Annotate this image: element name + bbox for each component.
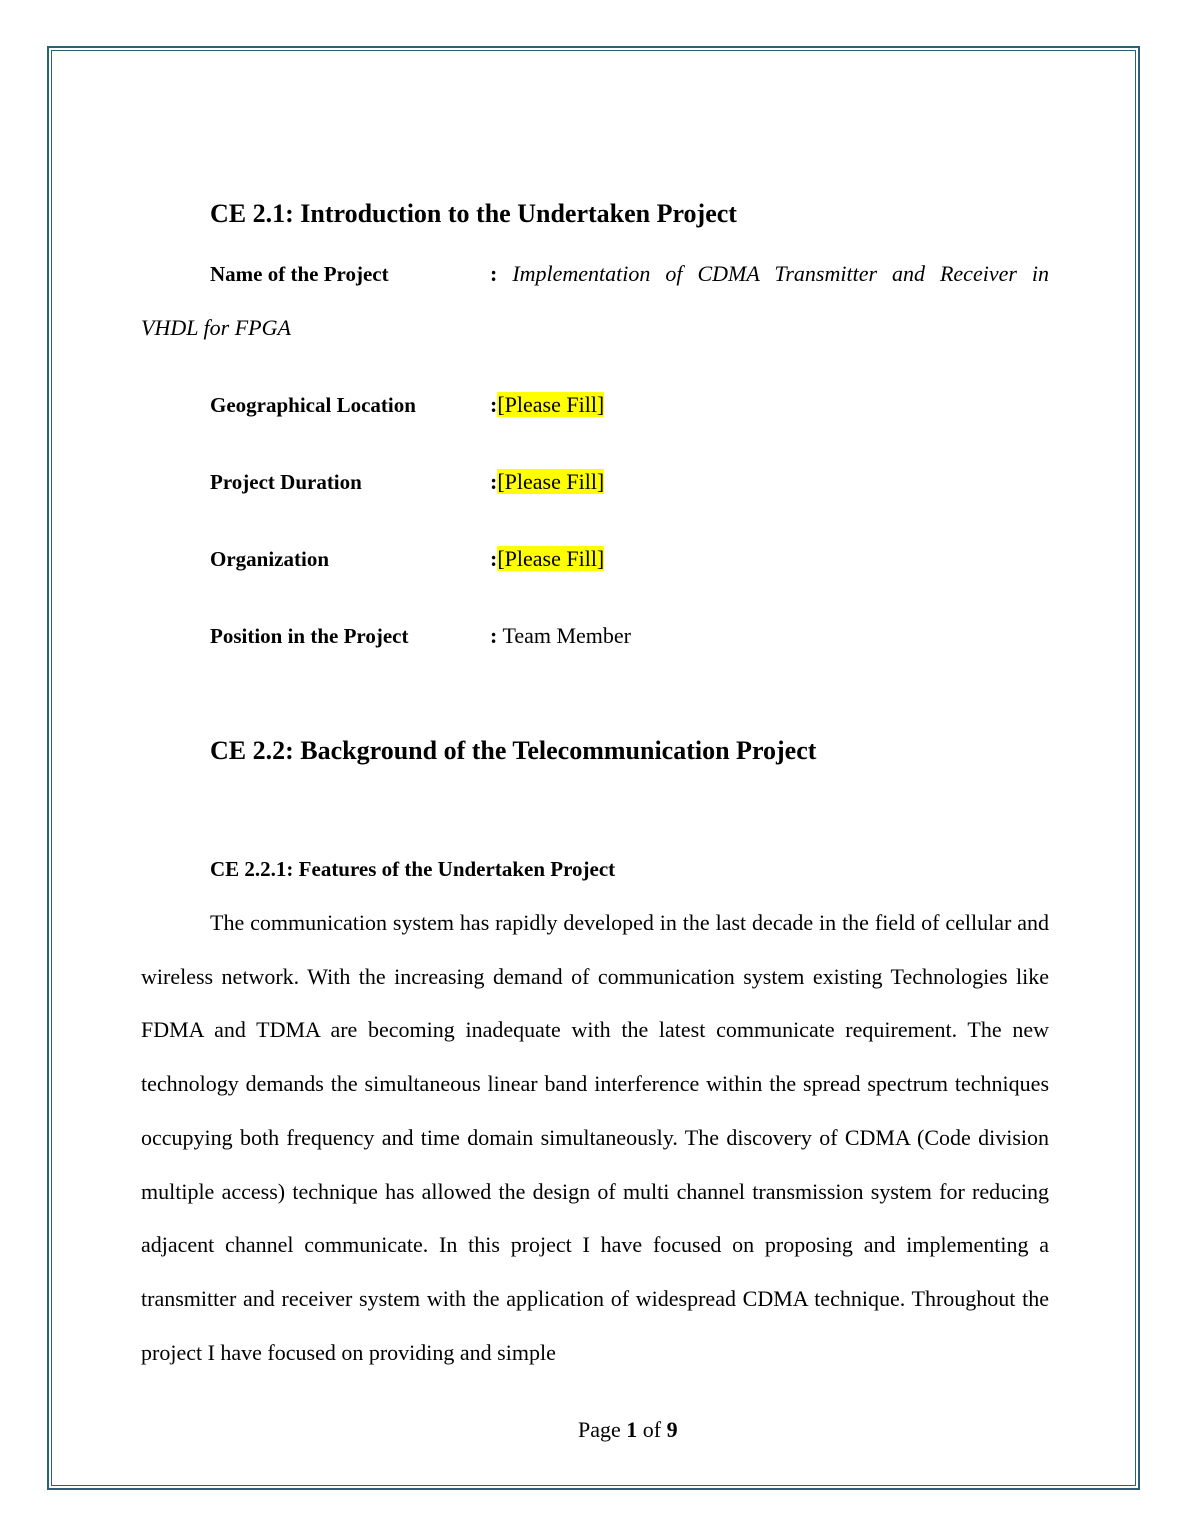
field-value-organization: [Please Fill] xyxy=(497,546,605,571)
field-value-organization-row xyxy=(490,548,604,570)
footer-current-page: 1 xyxy=(626,1417,638,1442)
page-number-footer xyxy=(578,1419,678,1441)
paragraph-text: The communication system has rapidly developed in the last decade in the field of cellular and wireless network. With the increasing demand of communication system existing Technologies like FDMA and TDMA are becoming inadequate with the latest communicate requirement. The new technology demands the simultaneous linear band interference within the spread spectrum techniques occupying both frequency and time domain simultaneously. The discovery of CDMA (Code division multiple access) technique has allowed the design of multi channel transmission system for reducing adjacent channel communicate. In this project I have focused on proposing and implementing a transmitter and receiver system with the application of widespread CDMA technique. Throughout the project I have focused on providing and simple xyxy=(141,910,1049,1365)
field-colon: : xyxy=(490,261,498,286)
footer-total-pages: 9 xyxy=(666,1417,678,1442)
field-value-position: Team Member xyxy=(502,623,632,648)
field-value-location: [Please Fill] xyxy=(497,392,605,417)
field-colon: : xyxy=(490,392,498,417)
section-heading-intro: CE 2.1: Introduction to the Undertaken Project xyxy=(210,199,737,228)
field-value-position-row xyxy=(490,625,631,647)
footer-page-word: Page xyxy=(578,1417,621,1442)
section-heading-background: CE 2.2: Background of the Telecommunication Project xyxy=(210,736,817,765)
field-value-duration: [Please Fill] xyxy=(497,469,605,494)
footer-of-word: of xyxy=(642,1417,662,1442)
body-paragraph xyxy=(141,896,1049,1379)
field-label-location: Geographical Location xyxy=(210,393,416,417)
field-value-project-name: Implementation of CDMA Transmitter and Receiver in xyxy=(512,261,1050,286)
field-value-project-name-row xyxy=(490,263,1049,285)
field-colon: : xyxy=(490,546,498,571)
field-colon: : xyxy=(490,623,498,648)
field-label-project-name: Name of the Project xyxy=(210,262,389,286)
subsection-heading-features: CE 2.2.1: Features of the Undertaken Project xyxy=(210,857,616,881)
field-label-duration: Project Duration xyxy=(210,470,362,494)
field-label-position: Position in the Project xyxy=(210,624,409,648)
field-value-location-row xyxy=(490,394,604,416)
field-label-organization: Organization xyxy=(210,547,329,571)
field-value-duration-row xyxy=(490,471,604,493)
field-colon: : xyxy=(490,469,498,494)
field-value-project-name-cont: VHDL for FPGA xyxy=(141,315,291,340)
